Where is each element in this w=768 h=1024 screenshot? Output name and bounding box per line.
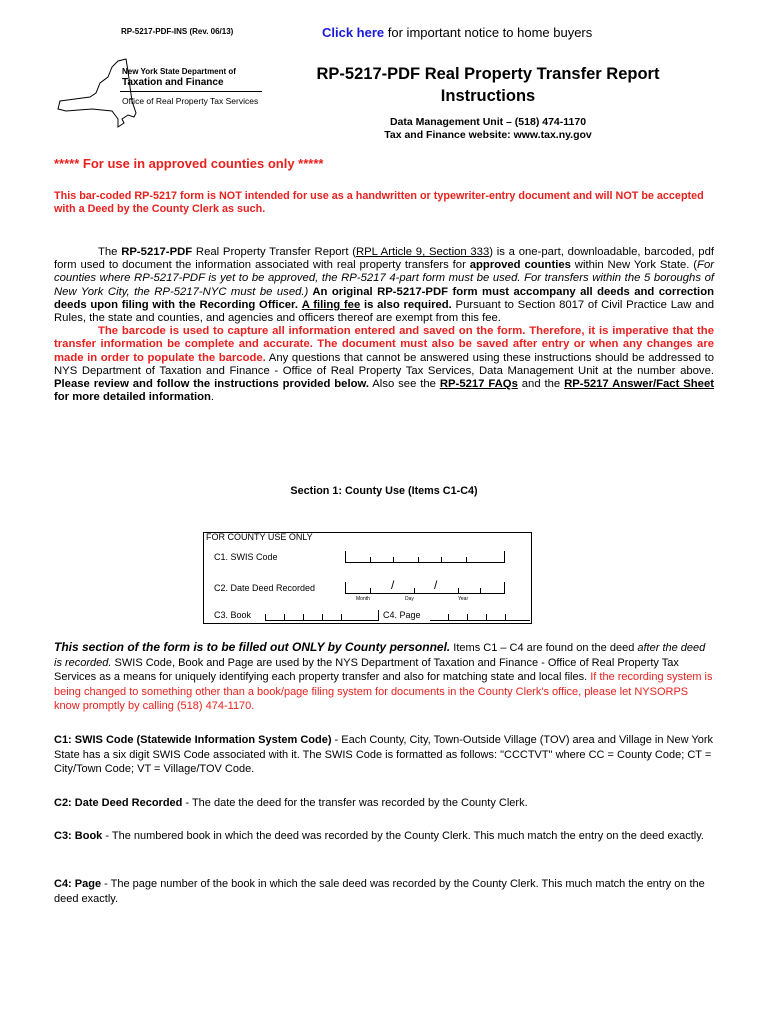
intro-paragraph-2: The barcode is used to capture all information entered and saved on the form. Therefore, it is imperative that the transfer information be complete and accurate. The document must also be saved after entry or when any changes are made in order to populate the barcode. Any questions that cannot be answered using these instructions should be addressed to NYS Department of Taxation and Finance - Office of Real Property Tax Services, Data Management Unit at the number above. Please review and follow the instructions provided below. Also see the RP-5217 FAQs and the RP-5217 Answer/Fact Sheet for more detailed information. (54, 325, 715, 404)
day-label: Day (405, 596, 414, 602)
intro-text (54, 246, 714, 404)
form-id: RP-5217-PDF-INS (Rev. 06/13) (121, 27, 234, 36)
year-label: Year (458, 596, 469, 602)
rpl-article-link[interactable]: RPL Article 9, Section 333 (355, 246, 490, 258)
home-buyer-notice (322, 25, 592, 40)
c1-description: C1: SWIS Code (Statewide Information System Code) - Each County, City, Town-Outside Village (TOV) area and Village in New York State has a six digit SWIS Code associated with it. The SWIS Code is formatted as follows: "CCCTVT" where CC = County Code; CT = City/Town Code; VT = Village/TOV Code. (54, 734, 714, 775)
month-label: Month (356, 596, 370, 602)
contact-website: Tax and Finance website: www.tax.ny.gov (384, 129, 592, 141)
dept-line-2: Taxation and Finance (122, 77, 224, 88)
c4-label: C4. Page (383, 610, 421, 620)
title-line-1: RP-5217-PDF Real Property Transfer Report (316, 65, 660, 83)
county-personnel-note: This section of the form is to be filled out ONLY by County personnel. Items C1 – C4 are found on the deed after the deed is recorded. SWIS Code, Book and Page are used by the NYS Department of Taxation and Finance - Office of Real Property Tax Services as a means for uniquely identifying each property transfer and also for matching state and local files. If the recording system is being changed to something other than a book/page filing system for documents in the County Clerk's office, please let NYSORPS know promptly by calling (518) 474-1170. (54, 640, 713, 712)
title-line-2: Instructions (440, 87, 536, 105)
faqs-link[interactable]: RP-5217 FAQs (439, 378, 518, 391)
date-slash-2: / (434, 578, 438, 592)
approved-counties-warning: ***** For use in approved counties only ***** (54, 156, 324, 171)
notice-text: for important notice to home buyers (384, 25, 593, 40)
c3-description: C3: Book - The numbered book in which the deed was recorded by the County Clerk. This much match the entry on the deed exactly. (54, 830, 704, 842)
filing-fee-link[interactable]: A filing fee (301, 298, 361, 311)
fact-sheet-link[interactable]: RP-5217 Answer/Fact Sheet (564, 378, 715, 391)
c4-description: C4: Page - The page number of the book in which the sale deed was recorded by the County Clerk. This much match the entry on the deed exactly. (54, 878, 705, 905)
c2-description: C2: Date Deed Recorded - The date the deed for the transfer was recorded by the County Clerk. (54, 797, 528, 809)
c2-label: C2. Date Deed Recorded (214, 583, 316, 593)
dept-line-1: New York State Department of (122, 67, 236, 76)
click-here-link[interactable]: Click here (322, 25, 385, 40)
contact-info (340, 116, 636, 142)
c1-label: C1. SWIS Code (214, 552, 278, 562)
page-title (298, 63, 678, 107)
intro-paragraph-1: The RP-5217-PDF Real Property Transfer Report (RPL Article 9, Section 333) is a one-part, downloadable, barcoded, pdf form used to document the information associated with real property transfers for approved counties within New York State. (For counties where RP-5217-PDF is yet to be approved, the RP-5217 4-part form must be used. For transfers within the 5 boroughs of New York City, the RP-5217-NYC must be used.) An original RP-5217-PDF form must accompany all deeds and correction deeds upon filing with the Recording Officer. A filing fee is also required. Pursuant to Section 8017 of Civil Practice Law and Rules, the state and counties, and agencies and officers thereof are exempt from this fee. (54, 246, 715, 325)
barcode-warning: This bar-coded RP-5217 form is NOT intended for use as a handwritten or typewriter-entry document and will NOT be accepted with a Deed by the County Clerk as such. (54, 190, 704, 215)
c3-label: C3. Book (214, 610, 252, 620)
dept-divider (120, 91, 262, 92)
dept-line-3: Office of Real Property Tax Services (122, 96, 259, 106)
date-slash-1: / (391, 578, 395, 592)
county-use-form (203, 532, 532, 624)
county-use-header: FOR COUNTY USE ONLY (206, 532, 313, 542)
contact-phone: Data Management Unit – (518) 474-1170 (389, 116, 587, 128)
section-1-title: Section 1: County Use (Items C1-C4) (290, 485, 478, 497)
